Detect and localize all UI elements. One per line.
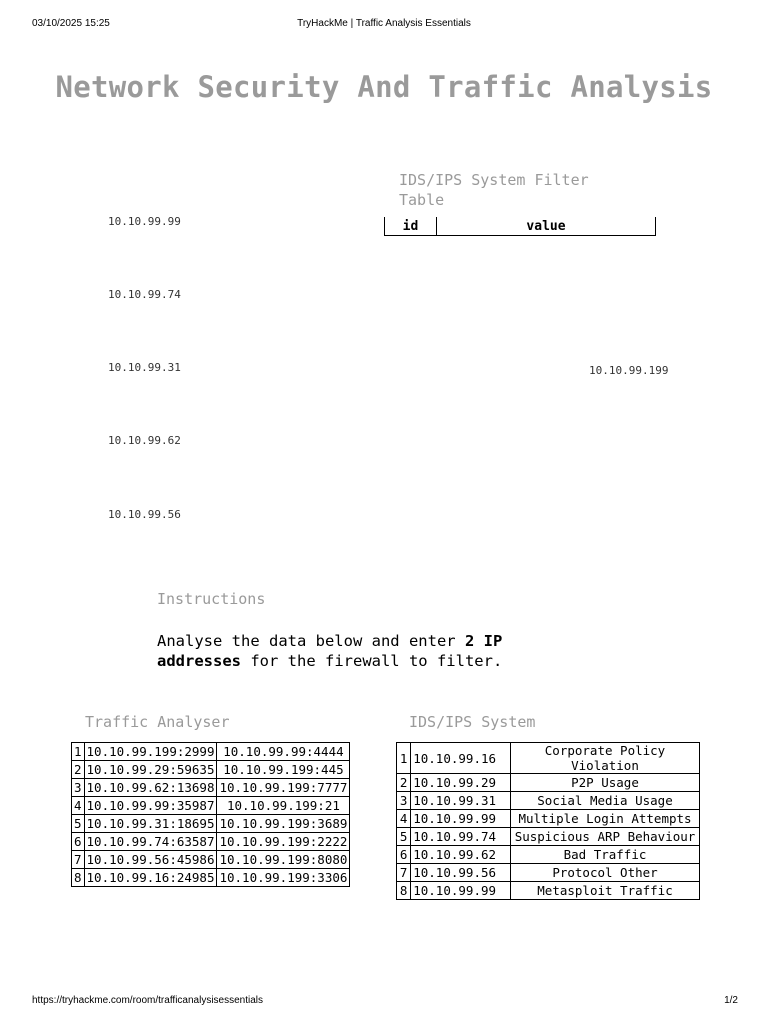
destination-address: 10.10.99.199:2222 — [217, 833, 350, 851]
traffic-analyser-heading: Traffic Analyser — [85, 713, 230, 731]
table-row — [72, 743, 350, 761]
server-label: 10.10.99.199 — [589, 364, 669, 377]
ids-ips-table — [396, 742, 700, 900]
row-number: 8 — [72, 869, 85, 887]
table-row — [72, 815, 350, 833]
source-address: 10.10.99.56:45986 — [84, 851, 217, 869]
alert-event: Bad Traffic — [511, 846, 700, 864]
table-row — [397, 846, 700, 864]
row-number: 3 — [72, 779, 85, 797]
filter-table-heading: IDS/IPS System Filter Table — [399, 171, 589, 209]
alert-ip: 10.10.99.74 — [411, 828, 511, 846]
alert-ip: 10.10.99.29 — [411, 774, 511, 792]
print-url: https://tryhackme.com/room/trafficanalysisessentials — [32, 995, 264, 1006]
row-number: 6 — [72, 833, 85, 851]
row-number: 4 — [72, 797, 85, 815]
instructions-text-emphasis: 2 IP addresses — [157, 632, 503, 670]
print-page-title: TryHackMe | Traffic Analysis Essentials — [297, 18, 471, 29]
host-label: 10.10.99.56 — [108, 508, 181, 521]
destination-address: 10.10.99.99:4444 — [217, 743, 350, 761]
source-address: 10.10.99.99:35987 — [84, 797, 217, 815]
row-number: 5 — [72, 815, 85, 833]
table-row — [397, 810, 700, 828]
source-address: 10.10.99.29:59635 — [84, 761, 217, 779]
alert-event: Metasploit Traffic — [511, 882, 700, 900]
alert-ip: 10.10.99.62 — [411, 846, 511, 864]
source-address: 10.10.99.199:2999 — [84, 743, 217, 761]
destination-address: 10.10.99.199:445 — [217, 761, 350, 779]
table-row — [72, 779, 350, 797]
table-row — [72, 851, 350, 869]
row-number: 5 — [397, 828, 411, 846]
source-address: 10.10.99.62:13698 — [84, 779, 217, 797]
row-number: 1 — [397, 743, 411, 774]
host-label: 10.10.99.31 — [108, 361, 181, 374]
row-number: 1 — [72, 743, 85, 761]
instructions-text-end: for the firewall to filter. — [241, 652, 503, 670]
table-row — [72, 797, 350, 815]
source-address: 10.10.99.74:63587 — [84, 833, 217, 851]
instructions-text — [157, 631, 577, 671]
host-label: 10.10.99.62 — [108, 434, 181, 447]
print-date: 03/10/2025 15:25 — [32, 18, 110, 29]
print-page-number: 1/2 — [724, 995, 738, 1006]
alert-event: Protocol Other — [511, 864, 700, 882]
instructions-text-start: Analyse the data below and enter — [157, 632, 465, 650]
destination-address: 10.10.99.199:21 — [217, 797, 350, 815]
row-number: 3 — [397, 792, 411, 810]
alert-event: Suspicious ARP Behaviour — [511, 828, 700, 846]
alert-ip: 10.10.99.31 — [411, 792, 511, 810]
instructions-heading: Instructions — [157, 590, 266, 608]
host-label: 10.10.99.99 — [108, 215, 181, 228]
table-row — [397, 864, 700, 882]
ids-ips-heading: IDS/IPS System — [409, 713, 536, 731]
table-row — [397, 743, 700, 774]
table-row — [72, 833, 350, 851]
alert-ip: 10.10.99.56 — [411, 864, 511, 882]
traffic-analyser-table — [71, 742, 350, 887]
alert-event: Corporate Policy Violation — [511, 743, 700, 774]
table-row — [397, 774, 700, 792]
row-number: 7 — [72, 851, 85, 869]
row-number: 4 — [397, 810, 411, 828]
row-number: 6 — [397, 846, 411, 864]
host-label: 10.10.99.74 — [108, 288, 181, 301]
row-number: 2 — [72, 761, 85, 779]
alert-event: P2P Usage — [511, 774, 700, 792]
alert-event: Multiple Login Attempts — [511, 810, 700, 828]
alert-ip: 10.10.99.16 — [411, 743, 511, 774]
alert-ip: 10.10.99.99 — [411, 810, 511, 828]
destination-address: 10.10.99.199:7777 — [217, 779, 350, 797]
filter-column-id: id — [385, 217, 437, 236]
table-row — [72, 761, 350, 779]
row-number: 8 — [397, 882, 411, 900]
table-row — [397, 828, 700, 846]
page-title: Network Security And Traffic Analysis — [55, 70, 713, 104]
row-number: 7 — [397, 864, 411, 882]
table-row — [72, 869, 350, 887]
filter-table — [384, 217, 656, 236]
destination-address: 10.10.99.199:3689 — [217, 815, 350, 833]
source-address: 10.10.99.16:24985 — [84, 869, 217, 887]
source-address: 10.10.99.31:18695 — [84, 815, 217, 833]
destination-address: 10.10.99.199:8080 — [217, 851, 350, 869]
table-row — [397, 882, 700, 900]
destination-address: 10.10.99.199:3306 — [217, 869, 350, 887]
alert-ip: 10.10.99.99 — [411, 882, 511, 900]
table-row — [397, 792, 700, 810]
alert-event: Social Media Usage — [511, 792, 700, 810]
filter-column-value: value — [437, 217, 656, 236]
row-number: 2 — [397, 774, 411, 792]
